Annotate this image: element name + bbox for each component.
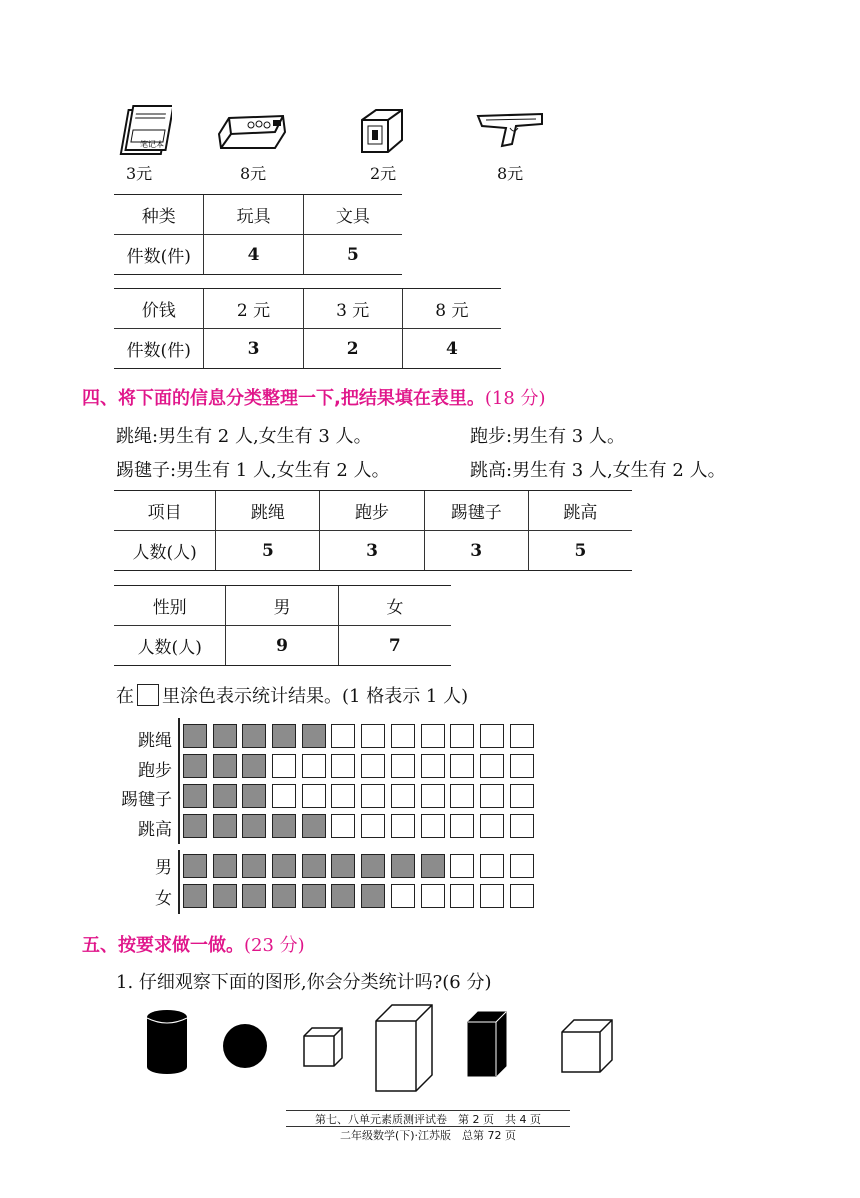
table-header: 性别: [114, 586, 226, 626]
row-label: 件数(件): [114, 235, 204, 275]
filled-cell: [331, 884, 355, 908]
filled-cell: [272, 814, 296, 838]
notebook-label: 笔记本: [140, 140, 164, 149]
table-header: 男: [226, 586, 338, 626]
pictograph-label: 跑步: [138, 761, 172, 781]
empty-cell: [480, 884, 504, 908]
pictograph-label: 踢毽子: [121, 790, 172, 810]
section-4-title: 四、将下面的信息分类整理一下,把结果填在表里。: [82, 388, 485, 409]
filled-cell: [242, 724, 266, 748]
small-cube-shape: [300, 1024, 344, 1070]
item-price-toy-gun: 8元: [497, 164, 524, 183]
empty-cell: [361, 784, 385, 808]
empty-cell: [302, 754, 326, 778]
section-4-heading: [82, 384, 546, 410]
filled-cell: [242, 814, 266, 838]
filled-cell: [183, 754, 207, 778]
filled-cell: [183, 784, 207, 808]
empty-cell: [361, 724, 385, 748]
empty-cell: [450, 724, 474, 748]
table-cell: 3: [204, 329, 303, 369]
table-header: 项目: [114, 491, 216, 531]
filled-cell: [242, 884, 266, 908]
table-cell: 3: [424, 531, 528, 571]
filled-cell: [302, 884, 326, 908]
empty-cell: [421, 724, 445, 748]
empty-cell: [510, 854, 534, 878]
table-header: 3 元: [303, 289, 402, 329]
table-header: 玩具: [204, 195, 303, 235]
table-header: 女: [338, 586, 451, 626]
info-line: 跳高:男生有 3 人,女生有 2 人。: [470, 460, 726, 481]
filled-cell: [272, 854, 296, 878]
table-cell: 4: [204, 235, 303, 275]
empty-cell: [391, 724, 415, 748]
empty-cell: [361, 814, 385, 838]
category-table: [114, 194, 402, 275]
empty-cell: [331, 784, 355, 808]
pencil-case-icon: [215, 108, 287, 154]
filled-cell: [272, 724, 296, 748]
empty-cell: [421, 814, 445, 838]
empty-cell: [272, 784, 296, 808]
pictograph-axis: [178, 850, 180, 914]
sport-table: [114, 490, 632, 571]
instruction-after: 里涂色表示统计结果。(1 格表示 1 人): [162, 686, 469, 707]
empty-cell: [480, 754, 504, 778]
empty-cell: [331, 754, 355, 778]
table-cell: 2: [303, 329, 402, 369]
pictograph-row: [183, 724, 539, 748]
empty-cell: [510, 884, 534, 908]
sharpener-icon: [358, 104, 406, 156]
section-4-points: (18 分): [484, 388, 546, 409]
empty-cell: [421, 754, 445, 778]
table-header: 8 元: [402, 289, 501, 329]
pictograph-row: [183, 854, 539, 878]
filled-cell: [242, 854, 266, 878]
cube-shape: [558, 1016, 616, 1076]
filled-cell: [183, 884, 207, 908]
empty-cell: [391, 784, 415, 808]
table-header: 跑步: [320, 491, 424, 531]
info-line: 跑步:男生有 3 人。: [470, 426, 625, 447]
item-price-pencil-case: 8元: [240, 164, 267, 183]
empty-cell: [361, 754, 385, 778]
pictograph-label: 男: [155, 858, 172, 878]
pictograph-label: 女: [155, 889, 172, 909]
table-cell: 3: [320, 531, 424, 571]
filled-cell: [331, 854, 355, 878]
item-price-sharpener: 2元: [370, 164, 397, 183]
empty-cell: [272, 754, 296, 778]
empty-cell: [450, 884, 474, 908]
empty-cell: [450, 754, 474, 778]
section-5-points: (23 分): [244, 935, 305, 956]
circle-shape: [220, 1022, 270, 1070]
cylinder-shape: [143, 1008, 191, 1076]
table-cell: 7: [338, 626, 451, 666]
section-5-heading: [82, 931, 305, 957]
pictograph-axis: [178, 718, 180, 844]
table-header: 文具: [303, 195, 402, 235]
info-line: 踢毽子:男生有 1 人,女生有 2 人。: [116, 460, 390, 481]
filled-cell: [302, 724, 326, 748]
item-price-notebook: 3元: [126, 164, 153, 183]
empty-cell: [450, 784, 474, 808]
filled-cell: [272, 884, 296, 908]
empty-cell: [391, 884, 415, 908]
filled-cell: [302, 814, 326, 838]
empty-cell: [391, 754, 415, 778]
footer-line-2: 二年级数学(下)·江苏版 总第 72 页: [339, 1129, 517, 1142]
table-cell: 5: [528, 531, 632, 571]
filled-cell: [213, 854, 237, 878]
empty-cell: [510, 814, 534, 838]
filled-cell: [421, 854, 445, 878]
filled-cell: [213, 884, 237, 908]
pictograph-label: 跳绳: [138, 731, 172, 751]
table-cell: 5: [216, 531, 320, 571]
empty-cell: [391, 814, 415, 838]
filled-cell: [183, 814, 207, 838]
empty-cell: [480, 814, 504, 838]
empty-cell: [421, 884, 445, 908]
table-header: 价钱: [114, 289, 204, 329]
filled-cell: [183, 724, 207, 748]
table-header: 跳高: [528, 491, 632, 531]
empty-cell: [421, 784, 445, 808]
pictograph-row: [183, 784, 539, 808]
empty-cell: [480, 854, 504, 878]
empty-cell: [510, 754, 534, 778]
empty-box-icon: [137, 684, 159, 706]
filled-cell: [242, 754, 266, 778]
table-cell: 4: [402, 329, 501, 369]
filled-cell: [213, 724, 237, 748]
row-label: 人数(人): [114, 626, 226, 666]
price-table: [114, 288, 501, 369]
table-cell: 5: [303, 235, 402, 275]
table-header: 种类: [114, 195, 204, 235]
footer-line-1: 第七、八单元素质测评试卷 第 2 页 共 4 页: [315, 1113, 541, 1126]
instruction-before: 在: [116, 686, 134, 707]
toy-gun-icon: [476, 108, 546, 152]
coloring-instruction: [116, 682, 468, 708]
empty-cell: [480, 724, 504, 748]
empty-cell: [302, 784, 326, 808]
section-5-title: 五、按要求做一做。: [82, 935, 244, 956]
table-header: 2 元: [204, 289, 303, 329]
pictograph-label: 跳高: [138, 820, 172, 840]
row-label: 件数(件): [114, 329, 204, 369]
empty-cell: [480, 784, 504, 808]
empty-cell: [510, 784, 534, 808]
filled-cell: [302, 854, 326, 878]
tall-cuboid-shape: [372, 1001, 436, 1095]
info-line: 跳绳:男生有 2 人,女生有 3 人。: [116, 426, 372, 447]
table-header: 跳绳: [216, 491, 320, 531]
table-cell: 9: [226, 626, 338, 666]
filled-cell: [213, 754, 237, 778]
filled-cell: [213, 814, 237, 838]
filled-cell: [242, 784, 266, 808]
empty-cell: [510, 724, 534, 748]
row-label: 人数(人): [114, 531, 216, 571]
empty-cell: [331, 724, 355, 748]
filled-cell: [213, 784, 237, 808]
filled-cell: [361, 884, 385, 908]
pictograph-row: [183, 754, 539, 778]
empty-cell: [331, 814, 355, 838]
table-header: 踢毽子: [424, 491, 528, 531]
pictograph-row: [183, 884, 539, 908]
filled-cell: [361, 854, 385, 878]
question-1: 1. 仔细观察下面的图形,你会分类统计吗?(6 分): [116, 972, 492, 993]
empty-cell: [450, 814, 474, 838]
notebook-icon: [112, 102, 172, 160]
filled-cell: [183, 854, 207, 878]
black-prism-shape: [466, 1010, 508, 1078]
gender-table: [114, 585, 451, 666]
filled-cell: [391, 854, 415, 878]
pictograph-row: [183, 814, 539, 838]
empty-cell: [450, 854, 474, 878]
